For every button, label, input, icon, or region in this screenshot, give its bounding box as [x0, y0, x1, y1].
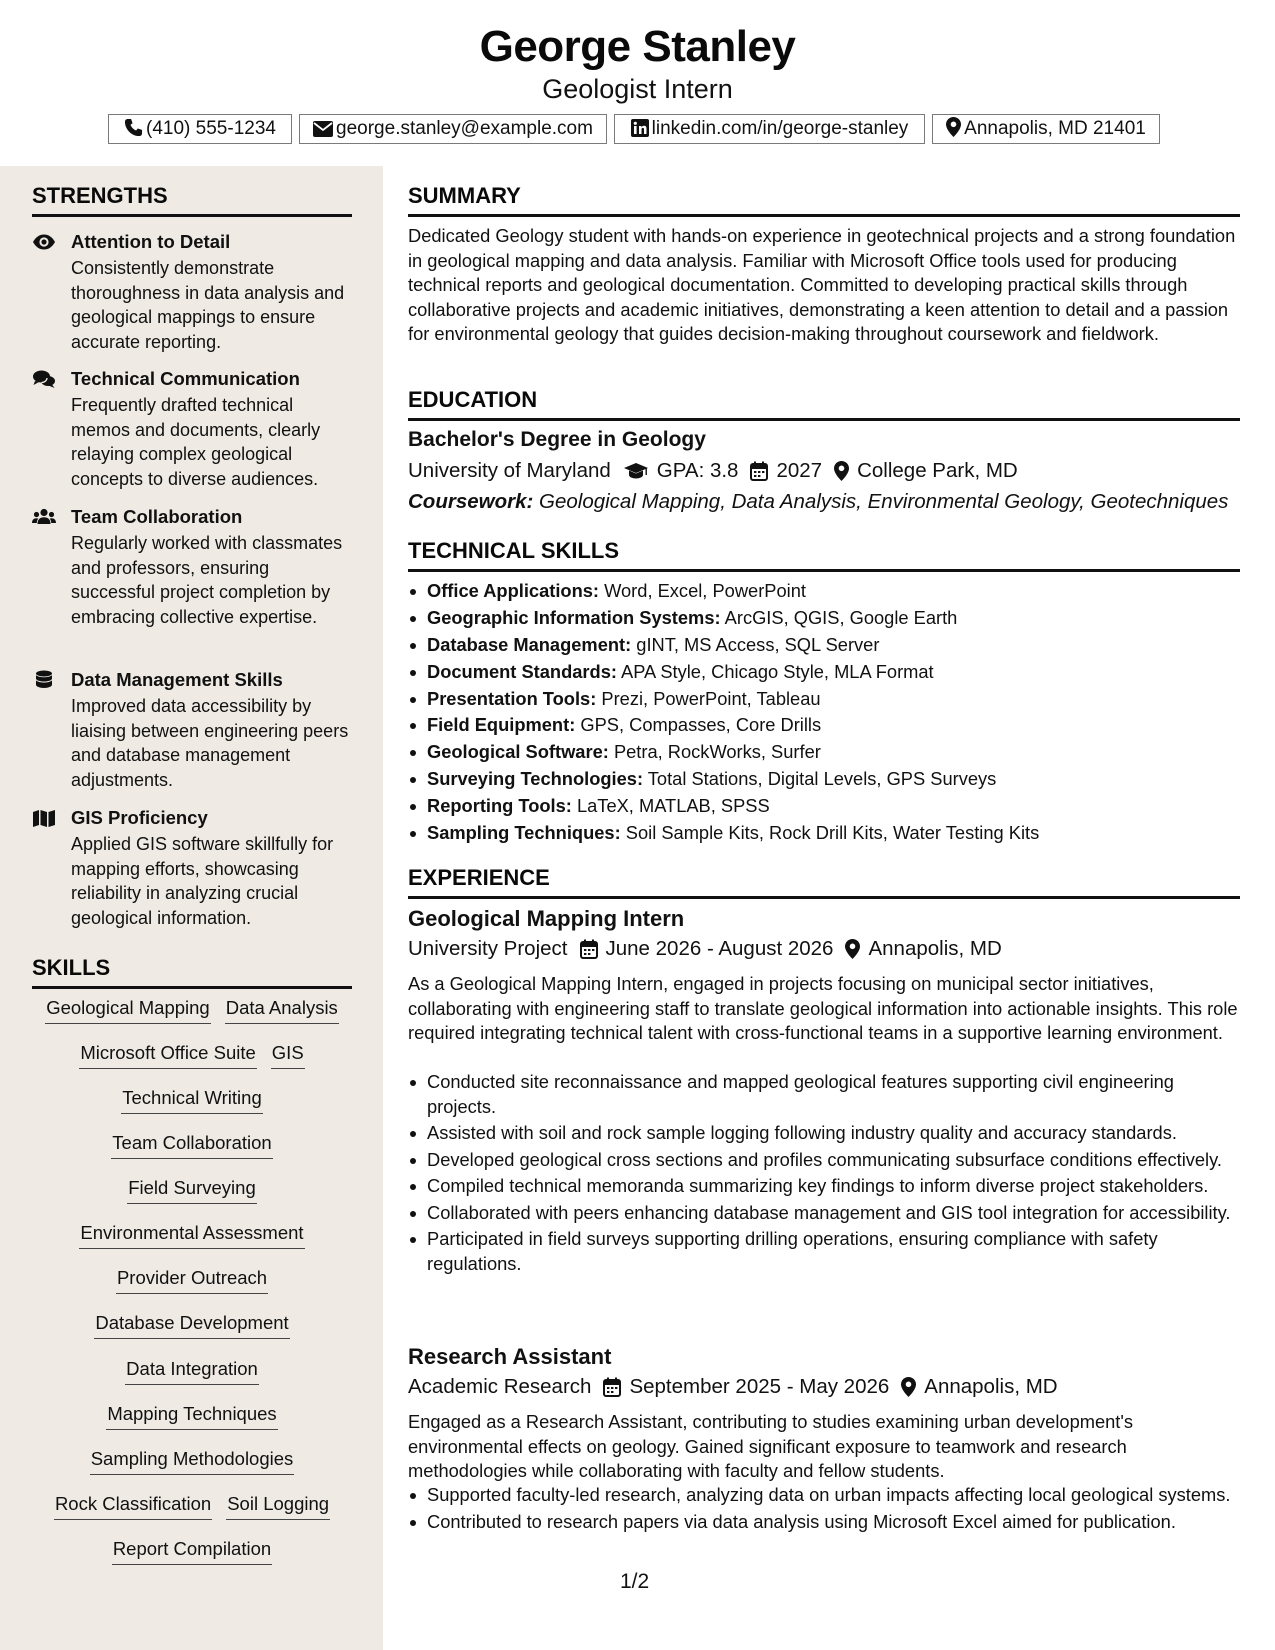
calendar-icon: [750, 461, 768, 481]
skill-chip: Mapping Techniques: [106, 1402, 277, 1430]
job-description: As a Geological Mapping Intern, engaged in projects focusing on municipal sector initiatives, collaborating with engineering staff to translate geological information into actionable insights. This role required integrating technical talent with cross-functional teams in a supportive learning environment.: [408, 973, 1238, 1043]
strength-item: [32, 506, 352, 646]
skills-rule: [32, 986, 352, 989]
skill-chip: GIS: [271, 1041, 305, 1069]
education-meta: [408, 459, 1018, 483]
job-title: Geological Mapping Intern: [408, 906, 685, 931]
technical-skills-list: [408, 579, 1240, 848]
skill-category: Document Standards:: [427, 660, 617, 682]
contact-location: [932, 114, 1160, 144]
phone-text: (410) 555-1234: [146, 118, 276, 139]
calendar-icon: [603, 1377, 621, 1397]
strength-item: [32, 669, 352, 789]
skill-values: APA Style, Chicago Style, MLA Format: [621, 660, 934, 682]
skill-chip: Database Development: [94, 1311, 289, 1339]
strength-item: [32, 807, 352, 927]
strength-desc: Improved data accessibility by liaising between engineering peers and database management adjustments.: [71, 696, 349, 790]
skill-chip: Geological Mapping: [45, 996, 211, 1024]
coursework-list: Geological Mapping, Data Analysis, Environmental Geology, Geotechniques: [539, 490, 1229, 513]
skill-values: LaTeX, MATLAB, SPSS: [576, 795, 770, 817]
coursework-line: [408, 490, 1228, 514]
linkedin-icon: [631, 119, 649, 137]
map-marker-icon: [901, 1377, 916, 1397]
candidate-name: George Stanley: [479, 22, 796, 71]
skill-chip: Data Analysis: [225, 996, 339, 1024]
contact-email[interactable]: [299, 114, 607, 144]
skill-category: Geographic Information Systems:: [427, 606, 721, 628]
strengths-rule: [32, 214, 352, 217]
map-icon: [32, 808, 56, 828]
skill-category: Surveying Technologies:: [427, 768, 644, 790]
users-icon: [32, 507, 56, 527]
phone-icon: [124, 118, 143, 137]
skill-chip: Technical Writing: [121, 1086, 263, 1114]
job-bullets: [408, 1483, 1240, 1536]
skill-values: GPS, Compasses, Core Drills: [580, 714, 822, 736]
strength-item: [32, 231, 352, 351]
skill-chip: Data Integration: [125, 1357, 259, 1385]
skill-values: Word, Excel, PowerPoint: [604, 580, 806, 601]
skill-chip: Rock Classification: [54, 1492, 212, 1520]
skill-values: Total Stations, Digital Levels, GPS Surveys: [647, 768, 997, 790]
job-meta: [408, 1375, 1058, 1399]
job-title: Research Assistant: [408, 1344, 612, 1369]
list-item: Compiled technical memoranda summarizing key findings to inform diverse project stakeholders.: [408, 1174, 1240, 1199]
experience-heading: EXPERIENCE: [408, 865, 550, 890]
job-org: University Project: [408, 937, 568, 960]
map-marker-icon: [946, 117, 961, 137]
skill-category: Sampling Techniques:: [427, 822, 621, 844]
list-item: Developed geological cross sections and profiles communicating subsurface conditions effectively.: [408, 1148, 1240, 1173]
strength-desc: Regularly worked with classmates and professors, ensuring successful project completion by embracing collective expertise.: [71, 533, 343, 627]
list-item: Supported faculty-led research, analyzing data on urban impacts affecting local geological systems.: [408, 1483, 1240, 1508]
skill-values: Petra, RockWorks, Surfer: [613, 741, 821, 763]
job-dates: June 2026 - August 2026: [605, 937, 834, 960]
envelope-icon: [313, 121, 333, 137]
list-item: Assisted with soil and rock sample logging following industry quality and accuracy standards.: [408, 1121, 1240, 1146]
strengths-heading: STRENGTHS: [32, 183, 168, 208]
candidate-role: Geologist Intern: [542, 74, 733, 104]
list-item: [408, 740, 1240, 765]
summary-text: Dedicated Geology student with hands-on experience in geotechnical projects and a strong foundation in geological mapping and data analysis. Familiar with Microsoft Office tools used for producing technical reports and geological documentation. Committed to developing practical skills through collaborative projects and academic initiatives, demonstrating a keen attention to detail and a passion for environmental geology that guides decision-making throughout coursework and fieldwork.: [408, 225, 1236, 344]
technical-skills-heading: TECHNICAL SKILLS: [408, 538, 620, 563]
gpa: GPA: 3.8: [656, 459, 739, 482]
email-text: george.stanley@example.com: [336, 118, 593, 139]
graduation-cap-icon: [623, 462, 649, 480]
strength-title: Technical Communication: [71, 368, 300, 389]
strength-title: Data Management Skills: [71, 669, 283, 690]
skill-values: ArcGIS, QGIS, Google Earth: [724, 606, 958, 628]
skill-category: Database Management:: [427, 633, 632, 655]
resume-header: [0, 0, 1275, 166]
list-item: [408, 660, 1240, 685]
job-description: Engaged as a Research Assistant, contributing to studies examining urban development's environmental effects on geology. Gained significant exposure to teamwork and research methodologies while collaborating with faculty and fellow students.: [408, 1411, 1134, 1481]
list-item: [408, 713, 1240, 738]
graduation-year: 2027: [776, 459, 823, 482]
skill-chip: Soil Logging: [226, 1492, 330, 1520]
list-item: [408, 821, 1240, 846]
list-item: [408, 579, 1240, 604]
contact-linkedin[interactable]: [614, 114, 925, 144]
skill-values: gINT, MS Access, SQL Server: [636, 633, 880, 655]
strength-title: Team Collaboration: [71, 506, 243, 527]
map-marker-icon: [845, 939, 860, 959]
comments-icon: [32, 369, 56, 389]
summary-rule: [408, 214, 1240, 217]
skill-category: Geological Software:: [427, 741, 609, 763]
skill-values: Prezi, PowerPoint, Tableau: [601, 687, 821, 709]
list-item: [408, 794, 1240, 819]
list-item: [408, 687, 1240, 712]
strength-desc: Frequently drafted technical memos and documents, clearly relaying complex geological concepts to diverse audiences.: [71, 395, 321, 489]
skill-category: Field Equipment:: [427, 714, 576, 736]
job-meta: [408, 937, 1002, 961]
strength-desc: Consistently demonstrate thoroughness in data analysis and geological mappings to ensure accurate reporting.: [71, 258, 345, 352]
skill-chip: Provider Outreach: [116, 1266, 268, 1294]
school-name: University of Maryland: [408, 459, 611, 482]
eye-icon: [32, 232, 56, 252]
map-marker-icon: [834, 461, 849, 481]
list-item: Contributed to research papers via data analysis using Microsoft Excel aimed for publication.: [408, 1510, 1240, 1535]
job-dates: September 2025 - May 2026: [629, 1375, 890, 1398]
strength-item: [32, 368, 352, 488]
skill-chip: Field Surveying: [127, 1176, 257, 1204]
skill-chip: Microsoft Office Suite: [79, 1041, 256, 1069]
list-item: [408, 767, 1240, 792]
skill-chip: Environmental Assessment: [79, 1221, 304, 1249]
skill-category: Presentation Tools:: [427, 687, 597, 709]
skill-category: Reporting Tools:: [427, 795, 572, 817]
list-item: Conducted site reconnaissance and mapped geological features supporting civil engineering projects.: [408, 1070, 1240, 1119]
job-org: Academic Research: [408, 1375, 592, 1398]
experience-rule: [408, 896, 1240, 899]
strength-desc: Applied GIS software skillfully for mapping efforts, showcasing reliability in analyzing crucial geological information.: [71, 834, 334, 928]
location-text: Annapolis, MD 21401: [964, 118, 1146, 139]
job-location: Annapolis, MD: [924, 1375, 1058, 1398]
list-item: Collaborated with peers enhancing database management and GIS tool integration for accessibility.: [408, 1201, 1240, 1226]
list-item: [408, 606, 1240, 631]
strength-title: Attention to Detail: [71, 231, 231, 252]
skill-values: Soil Sample Kits, Rock Drill Kits, Water Testing Kits: [625, 822, 1040, 844]
education-heading: EDUCATION: [408, 387, 538, 412]
coursework-label: Coursework:: [408, 490, 534, 513]
strength-title: GIS Proficiency: [71, 807, 208, 828]
job-location: Annapolis, MD: [868, 937, 1002, 960]
contact-phone: [108, 114, 292, 144]
linkedin-text: linkedin.com/in/george-stanley: [651, 118, 909, 139]
database-icon: [32, 670, 56, 690]
skill-chip: Sampling Methodologies: [90, 1447, 295, 1475]
technical-skills-rule: [408, 569, 1240, 572]
summary-heading: SUMMARY: [408, 183, 521, 208]
skill-chip: Report Compilation: [112, 1537, 272, 1565]
job-bullets: [408, 1070, 1240, 1278]
skill-chip: Team Collaboration: [111, 1131, 272, 1159]
list-item: Participated in field surveys supporting drilling operations, ensuring compliance with safety regulations.: [408, 1227, 1240, 1276]
skill-category: Office Applications:: [427, 580, 599, 601]
degree-title: Bachelor's Degree in Geology: [408, 428, 706, 451]
page-number: 1/2: [620, 1570, 650, 1593]
education-rule: [408, 418, 1240, 421]
calendar-icon: [580, 939, 598, 959]
skills-heading: SKILLS: [32, 955, 111, 980]
school-location: College Park, MD: [857, 459, 1018, 482]
list-item: [408, 633, 1240, 658]
